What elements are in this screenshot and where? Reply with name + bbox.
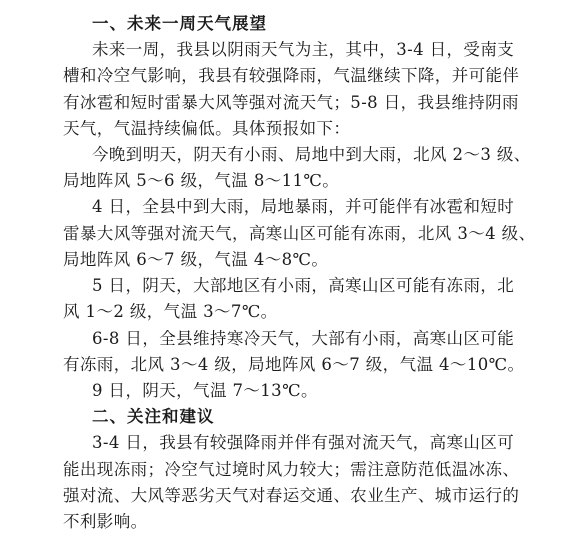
advice-line: 不利影响。 xyxy=(63,512,148,531)
paragraph-line: 槽和冷空气影响，我县有较强降雨，气温继续下降，并可能伴 xyxy=(63,66,520,85)
paragraph-line: 天气，气温持续偏低。具体预报如下： xyxy=(63,119,351,138)
forecast-line: 今晚到明天，阴天有小雨、局地中到大雨，北风 2～3 级、 xyxy=(92,145,531,164)
forecast-line: 有冻雨，北风 3～4 级，局地阵风 6～7 级，气温 4～10℃。 xyxy=(63,355,525,374)
forecast-line: 4 日，全县中到大雨，局地暴雨，并可能伴有冰雹和短时 xyxy=(92,197,515,216)
section-heading-advice: 二、关注和建议 xyxy=(92,407,215,426)
forecast-line: 9 日，阴天，气温 7～13℃。 xyxy=(92,381,318,400)
forecast-line: 风 1～2 级，气温 3～7℃。 xyxy=(63,302,278,321)
section-heading-outlook: 一、未来一周天气展望 xyxy=(92,14,267,33)
advice-line: 3-4 日，我县有较强降雨并伴有强对流天气，高寒山区可 xyxy=(92,433,515,452)
forecast-line: 6-8 日，全县维持寒冷天气，大部有小雨，高寒山区可能 xyxy=(92,329,515,348)
advice-line: 能出现冻雨；冷空气过境时风力较大；需注意防范低温冰冻、 xyxy=(63,460,520,479)
advice-line: 强对流、大风等恶劣天气对春运交通、农业生产、城市运行的 xyxy=(63,486,520,505)
paragraph-line: 有冰雹和短时雷暴大风等强对流天气；5-8 日，我县维持阴雨 xyxy=(63,93,519,112)
paragraph-line: 未来一周，我县以阴雨天气为主，其中，3-4 日，受南支 xyxy=(92,40,515,59)
forecast-line: 局地阵风 5～6 级，气温 8～11℃。 xyxy=(63,171,340,190)
forecast-line: 5 日，阴天，大部地区有小雨，高寒山区可能有冻雨，北 xyxy=(92,276,515,295)
forecast-line: 雷暴大风等强对流天气，高寒山区可能有冻雨，北风 3～4 级、 xyxy=(63,224,536,243)
forecast-line: 局地阵风 6～7 级，气温 4～8℃。 xyxy=(63,250,329,269)
